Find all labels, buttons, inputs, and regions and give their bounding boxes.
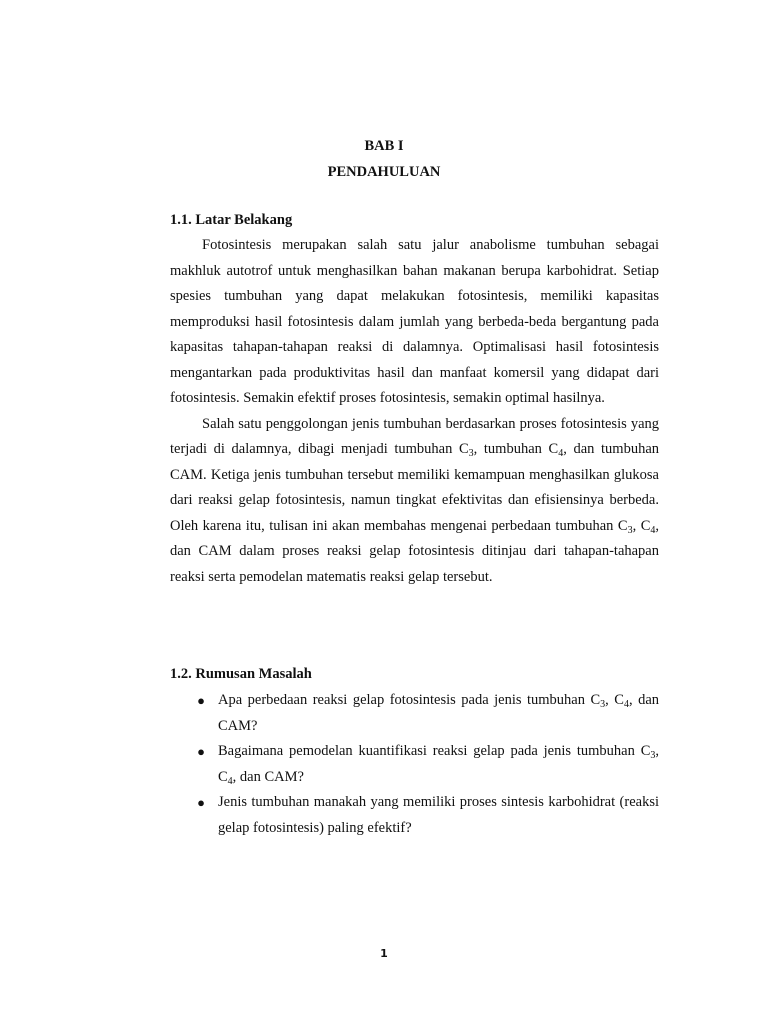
list-item: ● Jenis tumbuhan manakah yang memiliki proses sintesis karbohidrat (reaksi gelap fotosintesis) paling efektif? xyxy=(196,790,659,841)
problem-list xyxy=(196,688,659,841)
list-item: ● Apa perbedaan reaksi gelap fotosintesis pada jenis tumbuhan $C_3$, $C_4$, dan CAM? xyxy=(196,688,659,739)
paragraph-2: Salah satu penggolongan jenis tumbuhan berdasarkan proses fotosintesis yang terjadi di dalamnya, dibagi menjadi tumbuhan $C_3$, tumbuhan $C_4$, dan tumbuhan CAM. Ketiga jenis tumbuhan tersebut memiliki kemampuan menghasilkan glukosa dari reaksi gelap fotosintesis, namun tingkat efektivitas dan efisiensinya berbeda. Oleh karena itu, tulisan ini akan membahas mengenai perbedaan tumbuhan $C_3$, $C_4$, dan CAM dalam proses reaksi gelap fotosintesis ditinjau dari tahapan-tahapan reaksi serta pemodelan matematis reaksi gelap tersebut. xyxy=(170,415,660,585)
section-body-latar-belakang xyxy=(170,233,659,590)
bullet-icon: ● xyxy=(197,744,205,759)
bullet-icon: ● xyxy=(197,693,205,708)
list-item: ● Bagaimana pemodelan kuantifikasi reaksi gelap pada jenis tumbuhan $C_3$, $C_4$, dan CAM? xyxy=(196,739,659,790)
section-heading-latar-belakang: 1.1. Latar Belakang xyxy=(170,212,293,228)
chapter-label: BAB I xyxy=(364,138,404,154)
section-heading-rumusan-masalah: 1.2. Rumusan Masalah xyxy=(170,666,312,682)
page-number: 1 xyxy=(380,947,388,960)
chapter-title: PENDAHULUAN xyxy=(327,164,441,180)
paragraph-1: Fotosintesis merupakan salah satu jalur anabolisme tumbuhan sebagai makhluk autotrof untuk menghasilkan bahan makanan berupa karbohidrat. Setiap spesies tumbuhan yang dapat melakukan fotosintesis, memiliki kapasitas memproduksi hasil fotosintesis dalam jumlah yang berbeda-beda bergantung pada kapasitas tahapan-tahapan reaksi di dalamnya. Optimalisasi hasil fotosintesis mengantarkan pada produktivitas hasil dan manfaat komersil yang didapat dari fotosintesis. Semakin efektif proses fotosintesis, semakin optimal hasilnya. xyxy=(170,237,659,406)
bullet-icon: ● xyxy=(197,795,205,810)
